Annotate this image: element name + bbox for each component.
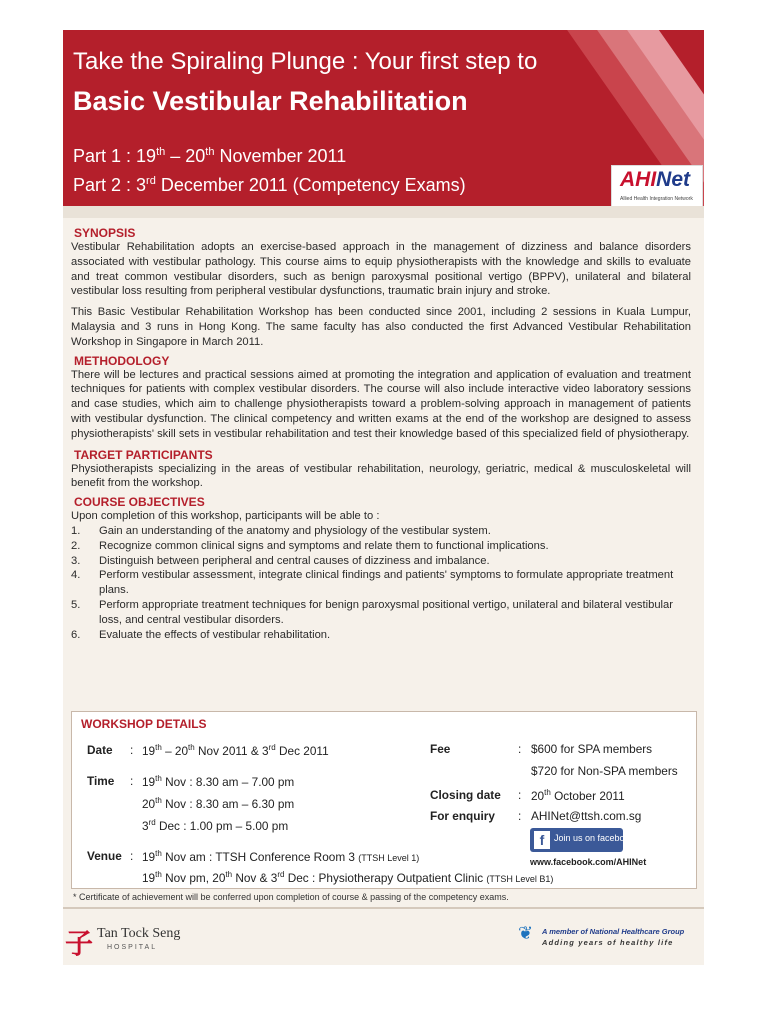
ttsh-logo: 子 Tan Tock Seng HOSPITAL — [63, 920, 223, 960]
list-item: 4. Perform vestibular assessment, integrate clinical findings and patients' symptoms to formulate appropriate treatment plans. — [71, 569, 674, 597]
fee-value-spa: $600 for SPA members — [531, 742, 653, 756]
facebook-join-button[interactable]: f Join us on facebook — [530, 828, 623, 852]
main-content — [71, 226, 691, 642]
list-item: 3. Distinguish between peripheral and central causes of dizziness and imbalance. — [71, 554, 490, 567]
workshop-details-box — [71, 711, 697, 889]
ahinet-logo: AHINet Allied Health Integration Network — [611, 165, 703, 206]
colon: : — [518, 742, 522, 756]
time-value-2: 20th Nov : 8.30 am – 6.30 pm — [142, 796, 295, 811]
venue-value-2: 19th Nov pm, 20th Nov & 3rd Dec : Physiotherapy Outpatient Clinic (TTSH Level B1) — [142, 870, 554, 885]
date-label: Date — [87, 743, 113, 757]
time-value-3: 3rd Dec : 1.00 pm – 5.00 pm — [142, 818, 289, 833]
workshop-details-heading: WORKSHOP DETAILS — [81, 717, 207, 731]
facebook-icon: f — [534, 831, 550, 849]
closing-date-label: Closing date — [430, 788, 501, 802]
flyer-page — [63, 30, 704, 965]
part-2-dates: Part 2 : 3rd December 2011 (Competency Exams) — [73, 175, 466, 195]
certificate-note: * Certificate of achievement will be conferred upon completion of course & passing of the competency exams. — [73, 892, 509, 902]
time-label: Time — [87, 774, 115, 788]
list-item: 6. Evaluate the effects of vestibular rehabilitation. — [71, 628, 331, 641]
list-item: 2. Recognize common clinical signs and symptoms and relate them to functional implications. — [71, 539, 549, 552]
methodology-paragraph: There will be lectures and practical sessions aimed at promoting the integration and application of evaluation and treatment techniques for patients with complex vestibular disorders. The course will also include interactive video laboratory sessions and case studies, which aim to challenge physiotherapists toward a problem-solving approach in management of patients with vestibular dysfunction. The clinical competency and written exams at the end of the workshop are designed to assess physiotherapists' skill sets in vestibular rehabilitation and test their knowledge based of this specialized field of physiotherapy. — [71, 368, 691, 440]
synopsis-paragraph-1: Vestibular Rehabilitation adopts an exercise-based approach in the management of dizziness and balance disorders associated with vestibular pathology. This course aims to equip physiotherapists with the knowledge and skills to evaluate and treat common vestibular disorders, such as benign paroxysmal positional vertigo (BPPV), unilateral and bilateral vestibular loss resulting from peripheral vestibular dysfunctions, traumatic brain injury and stroke. — [71, 241, 691, 298]
colon: : — [518, 788, 522, 802]
page-title: Basic Vestibular Rehabilitation — [73, 86, 468, 116]
course-objectives-heading: COURSE OBJECTIVES — [74, 495, 205, 510]
nhg-emblem-icon: ❦ — [518, 923, 534, 943]
part-1-dates: Part 1 : 19th – 20th November 2011 — [73, 146, 347, 166]
date-value: 19th – 20th Nov 2011 & 3rd Dec 2011 — [142, 743, 329, 758]
header-banner — [63, 30, 704, 206]
methodology-heading: METHODOLOGY — [74, 353, 170, 368]
target-participants-paragraph: Physiotherapists specializing in the areas of vestibular rehabilitation, neurology, geriatric, medical & musculoskeletal will benefit from the workshop. — [71, 462, 691, 490]
colon: : — [130, 743, 134, 757]
venue-label: Venue — [87, 849, 122, 863]
footer-divider — [63, 907, 704, 909]
course-objectives-list — [71, 524, 691, 642]
header-divider-band — [63, 206, 704, 218]
closing-date-value: 20th October 2011 — [531, 788, 625, 803]
target-participants-heading: TARGET PARTICIPANTS — [74, 447, 213, 462]
enquiry-label: For enquiry — [430, 809, 495, 823]
colon: : — [130, 849, 134, 863]
synopsis-paragraph-2: This Basic Vestibular Rehabilitation Workshop has been conducted since 2001, including 2 sessions in Kuala Lumpur, Malaysia and 3 runs in Hong Kong. The same faculty has also conducted the first Advanced Vestibular Rehabilitation Workshop in Singapore in March 2011. — [71, 306, 691, 348]
course-objectives-intro: Upon completion of this workshop, participants will be able to : — [71, 510, 380, 523]
header-tagline: Take the Spiraling Plunge : Your first step to — [73, 48, 538, 75]
time-value-1: 19th Nov : 8.30 am – 7.00 pm — [142, 774, 295, 789]
venue-value-1: 19th Nov am : TTSH Conference Room 3 (TTSH Level 1) — [142, 849, 420, 864]
nhg-logo: ❦ A member of National Healthcare Group Adding years of healthy life — [518, 923, 685, 947]
synopsis-heading: SYNOPSIS — [74, 226, 136, 240]
colon: : — [518, 809, 522, 823]
fee-label: Fee — [430, 742, 451, 756]
facebook-url-link[interactable]: www.facebook.com/AHINet — [530, 857, 647, 867]
fee-value-non-spa: $720 for Non-SPA members — [531, 764, 678, 778]
ttsh-emblem-icon: 子 — [65, 928, 94, 959]
list-item: 1. Gain an understanding of the anatomy and physiology of the vestibular system. — [71, 524, 491, 537]
colon: : — [130, 774, 134, 788]
list-item: 5. Perform appropriate treatment techniques for benign paroxysmal positional vertigo, unilateral and bilateral vestibular loss, and central vestibular disorders. — [71, 598, 673, 626]
enquiry-email-link[interactable]: AHINet@ttsh.com.sg — [531, 809, 642, 823]
